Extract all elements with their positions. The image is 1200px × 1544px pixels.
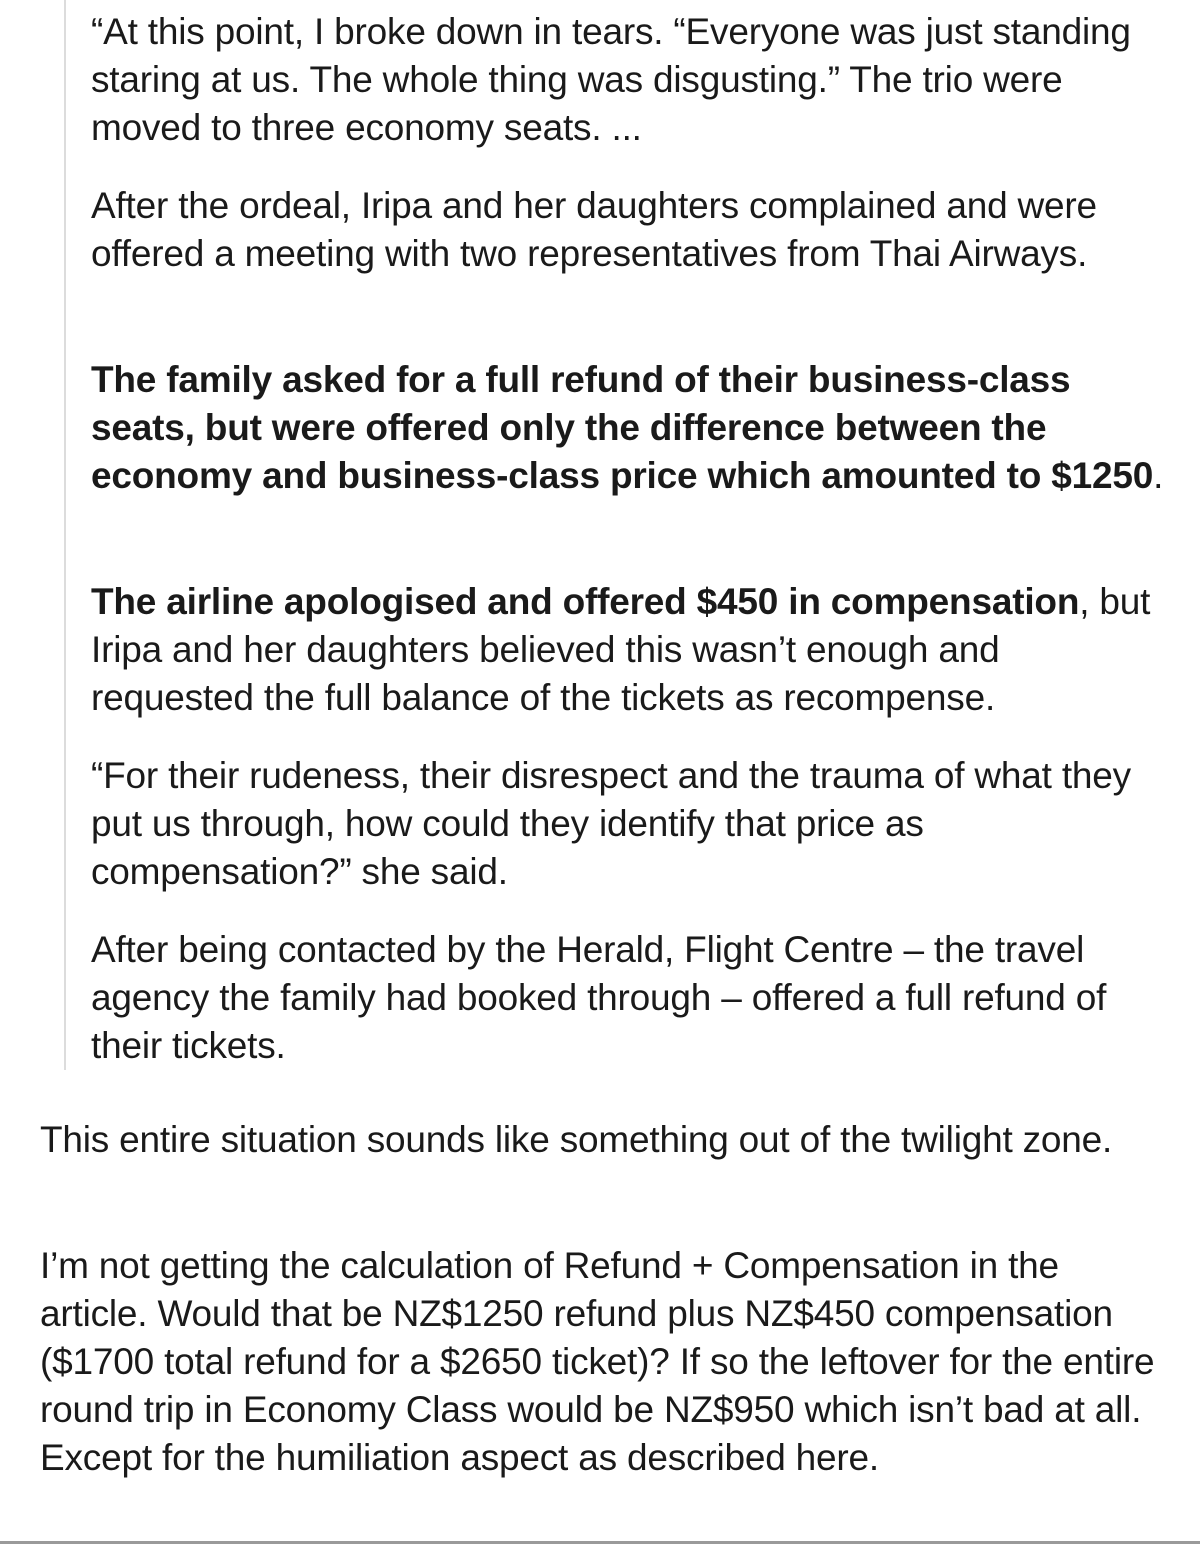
blockquote: [64, 0, 1176, 1070]
quote-paragraph-4: [91, 578, 1171, 722]
reply-paragraph-2: I’m not getting the calculation of Refund + Compensation in the article. Would that be NZ$1250 refund plus NZ$450 compensation ($1700 total refund for a $2650 ticket)? If so the leftover for the entire round trip in Economy Class would be NZ$950 which isn’t bad at all. Except for the humiliation aspect as described here.: [40, 1245, 1155, 1478]
quote-paragraph-4-tail: , but Iripa and her daughters believed this wasn’t enough and requested the full balance of the tickets as recompense.: [91, 581, 1151, 718]
quote-paragraph-5: “For their rudeness, their disrespect and the trauma of what they put us through, how could they identify that price as compensation?” she said.: [91, 755, 1131, 892]
quote-paragraph-2: After the ordeal, Iripa and her daughters complained and were offered a meeting with two representatives from Thai Airways.: [91, 185, 1097, 274]
quote-paragraph-4-bold: The airline apologised and offered $450 in compensation: [91, 581, 1080, 622]
quote-paragraph-3: [91, 356, 1171, 500]
quote-paragraph-3-bold: The family asked for a full refund of their business-class seats, but were offered only the difference between the economy and business-class price which amounted to $1250: [91, 359, 1154, 496]
quote-paragraph-1: “At this point, I broke down in tears. “Everyone was just standing staring at us. The whole thing was disgusting.” The trio were moved to three economy seats. ...: [91, 11, 1131, 148]
reply-paragraph-1: This entire situation sounds like something out of the twilight zone.: [40, 1119, 1113, 1160]
quote-paragraph-3-tail: .: [1153, 455, 1164, 496]
quote-paragraph-6: After being contacted by the Herald, Flight Centre – the travel agency the family had booked through – offered a full refund of their tickets.: [91, 929, 1107, 1066]
